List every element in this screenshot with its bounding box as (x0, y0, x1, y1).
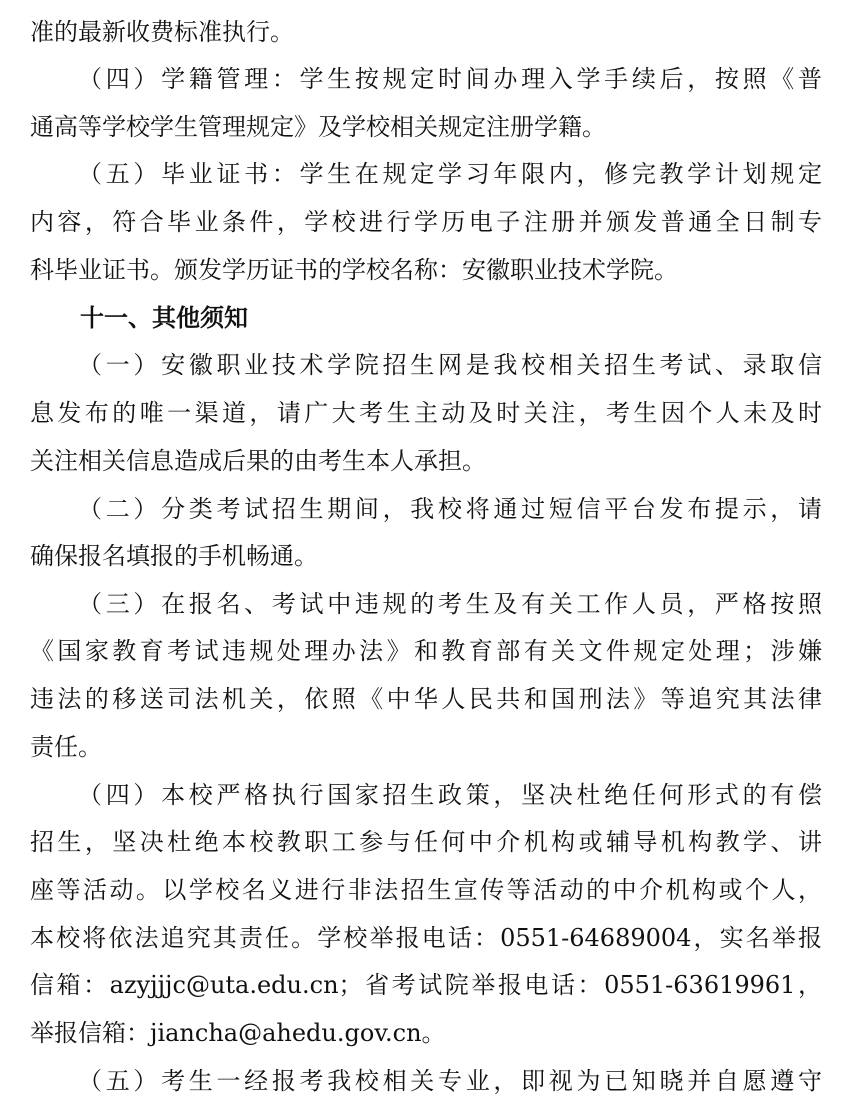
section-heading: 十一、其他须知 (80, 304, 248, 332)
text-line-17: （四）本校严格执行国家招生政策，坚决杜绝任何形式的有偿 (78, 781, 822, 809)
text-line-6: 科毕业证书。颁发学历证书的学校名称：安徽职业技术学院。 (30, 256, 678, 284)
text-line-16: 责任。 (30, 733, 102, 761)
text-line-19: 座等活动。以学校名义进行非法招生宣传等活动的中介机构或个人， (30, 876, 822, 904)
text-line-11: （二）分类考试招生期间，我校将通过短信平台发布提示，请 (78, 495, 822, 523)
text-line-15: 违法的移送司法机关，依照《中华人民共和国刑法》等追究其法律 (30, 685, 822, 713)
text-line-21: 信箱：azyjjjc@uta.edu.cn；省考试院举报电话：0551-63619961， (30, 971, 822, 999)
text-line-12: 确保报名填报的手机畅通。 (30, 542, 318, 570)
text-line-14: 《国家教育考试违规处理办法》和教育部有关文件规定处理；涉嫌 (30, 637, 822, 665)
text-line-13: （三）在报名、考试中违规的考生及有关工作人员，严格按照 (78, 590, 822, 618)
text-line-5: 内容，符合毕业条件，学校进行学历电子注册并颁发普通全日制专 (30, 208, 822, 236)
text-line-20: 本校将依法追究其责任。学校举报电话：0551-64689004，实名举报 (30, 924, 822, 952)
text-line-8: （一）安徽职业技术学院招生网是我校相关招生考试、录取信 (78, 351, 822, 379)
text-line-3: 通高等学校学生管理规定》及学校相关规定注册学籍。 (30, 113, 606, 141)
text-line-23: （五）考生一经报考我校相关专业，即视为已知晓并自愿遵守 (78, 1067, 822, 1095)
text-line-22: 举报信箱：jiancha@ahedu.gov.cn。 (30, 1019, 446, 1047)
text-line-1: 准的最新收费标准执行。 (30, 18, 294, 46)
text-line-9: 息发布的唯一渠道，请广大考生主动及时关注，考生因个人未及时 (30, 399, 822, 427)
text-line-18: 招生，坚决杜绝本校教职工参与任何中介机构或辅导机构教学、讲 (30, 828, 822, 856)
text-line-2: （四）学籍管理：学生按规定时间办理入学手续后，按照《普 (78, 65, 822, 93)
text-line-4: （五）毕业证书：学生在规定学习年限内，修完教学计划规定 (78, 160, 822, 188)
text-line-10: 关注相关信息造成后果的由考生本人承担。 (30, 447, 486, 475)
